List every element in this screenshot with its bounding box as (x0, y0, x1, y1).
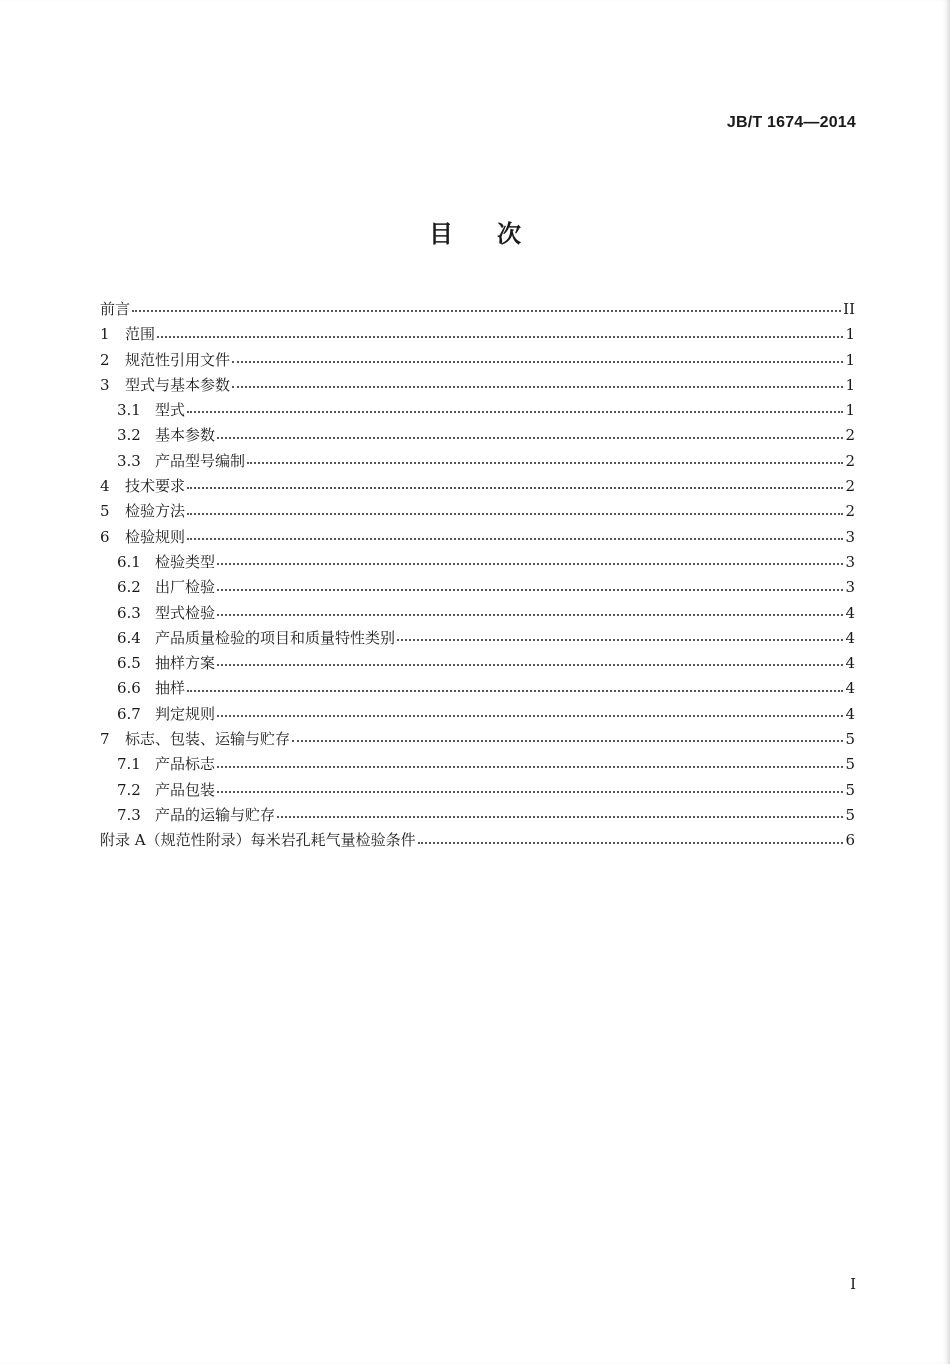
toc-dot-leader (132, 309, 841, 312)
toc-dot-leader (292, 739, 843, 742)
toc-entry-title: 产品的运输与贮存 (155, 805, 276, 824)
toc-entry-title: 前言 (100, 300, 131, 318)
toc-entry-page: 2 (845, 426, 855, 445)
toc-entry-title: 技术要求 (125, 477, 186, 496)
toc-entry-number: 3.3 (117, 451, 141, 470)
toc-dot-leader (217, 790, 843, 793)
toc-entry-number: 4 (100, 477, 110, 496)
toc-entry-number: 5 (100, 502, 110, 521)
toc-dot-leader (247, 461, 843, 464)
toc-entry-title: 规范性引用文件 (125, 350, 231, 369)
toc-dot-leader (217, 562, 843, 565)
toc-entry-number: 3 (100, 375, 110, 394)
toc-entry-title: 标志、包装、运输与贮存 (125, 730, 291, 749)
toc-entry-title: 检验规则 (125, 527, 186, 546)
toc-entry-number: 6.1 (117, 552, 141, 571)
toc-entry[interactable] (100, 398, 855, 423)
toc-entry[interactable] (100, 601, 855, 626)
toc-entry-page: 1 (845, 375, 855, 394)
toc-entry[interactable] (100, 373, 855, 398)
toc-entry-number: 7 (100, 730, 110, 749)
toc-dot-leader (187, 512, 843, 515)
toc-dot-leader (232, 360, 843, 363)
toc-entry[interactable] (100, 651, 855, 676)
toc-entry-title: 检验方法 (125, 502, 186, 521)
toc-dot-leader (217, 714, 843, 717)
toc-entry-title: 附录 A（规范性附录）每米岩孔耗气量检验条件 (100, 831, 416, 850)
toc-entry[interactable] (100, 423, 855, 448)
toc-entry-number: 7.2 (117, 780, 141, 799)
toc-entry[interactable] (100, 322, 855, 347)
toc-entry-number: 6.6 (117, 679, 141, 698)
toc-entry-title: 检验类型 (155, 552, 216, 571)
toc-entry[interactable] (100, 676, 855, 701)
toc-entry-number: 3.2 (117, 426, 141, 445)
toc-entry-page: 6 (845, 831, 855, 850)
toc-entry-page: 4 (845, 704, 855, 723)
toc-entry-number: 7.1 (117, 755, 141, 774)
toc-entry-title: 产品型号编制 (155, 451, 246, 470)
toc-entry[interactable] (100, 348, 855, 373)
toc-entry-page: 4 (845, 628, 855, 647)
toc-entry-number: 1 (100, 325, 110, 344)
toc-entry-page: 5 (845, 730, 855, 749)
toc-entry-number: 6.4 (117, 628, 141, 647)
toc-dot-leader (157, 335, 843, 338)
toc-entry-number: 6.3 (117, 603, 141, 622)
toc-entry-page: 4 (845, 679, 855, 698)
table-of-contents (100, 297, 855, 854)
page-title: 目次 (429, 220, 565, 248)
toc-entry-number: 6.2 (117, 578, 141, 597)
toc-dot-leader (187, 410, 843, 413)
toc-entry[interactable] (100, 702, 855, 727)
toc-entry-title: 产品质量检验的项目和质量特性类别 (155, 628, 396, 647)
toc-entry-number: 3.1 (117, 401, 141, 420)
toc-entry-title: 型式检验 (155, 603, 216, 622)
toc-entry-page: 5 (845, 755, 855, 774)
toc-entry-page: II (843, 300, 855, 318)
toc-dot-leader (232, 385, 843, 388)
toc-entry-title: 基本参数 (155, 426, 216, 445)
toc-entry-page: 1 (845, 401, 855, 420)
toc-entry-page: 1 (845, 350, 855, 369)
toc-entry-page: 3 (845, 552, 855, 571)
toc-entry-page: 2 (845, 477, 855, 496)
toc-entry-title: 范围 (125, 325, 156, 344)
toc-entry-page: 1 (845, 325, 855, 344)
toc-entry-page: 2 (845, 451, 855, 470)
toc-entry[interactable] (100, 752, 855, 777)
toc-entry[interactable] (100, 499, 855, 524)
toc-entry[interactable] (100, 803, 855, 828)
toc-entry-number: 7.3 (117, 805, 141, 824)
toc-entry-number: 6 (100, 527, 110, 546)
toc-entry[interactable] (100, 828, 855, 853)
toc-entry-page: 3 (845, 527, 855, 546)
toc-dot-leader (277, 815, 843, 818)
toc-dot-leader (217, 663, 843, 666)
toc-entry[interactable] (100, 297, 855, 322)
toc-dot-leader (217, 765, 843, 768)
toc-entry-number: 6.5 (117, 654, 141, 673)
toc-entry-page: 4 (845, 603, 855, 622)
toc-entry-number: 6.7 (117, 704, 141, 723)
toc-dot-leader (418, 841, 844, 844)
toc-entry-title: 抽样 (155, 679, 186, 698)
toc-entry-page: 5 (845, 780, 855, 799)
toc-entry[interactable] (100, 449, 855, 474)
page-number: I (850, 1275, 856, 1293)
toc-entry-title: 型式 (155, 401, 186, 420)
toc-entry-number: 2 (100, 350, 110, 369)
toc-dot-leader (217, 588, 843, 591)
toc-entry-page: 2 (845, 502, 855, 521)
toc-dot-leader (217, 436, 843, 439)
toc-dot-leader (217, 613, 843, 616)
standard-code: JB/T 1674—2014 (726, 114, 856, 131)
toc-entry[interactable] (100, 550, 855, 575)
toc-dot-leader (397, 638, 843, 641)
toc-entry[interactable] (100, 626, 855, 651)
toc-entry[interactable] (100, 778, 855, 803)
toc-entry[interactable] (100, 474, 855, 499)
toc-entry-page: 5 (845, 805, 855, 824)
toc-entry[interactable] (100, 727, 855, 752)
toc-entry[interactable] (100, 525, 855, 550)
toc-entry-page: 3 (845, 578, 855, 597)
toc-entry-title: 产品标志 (155, 755, 216, 774)
toc-entry-title: 判定规则 (155, 704, 216, 723)
toc-entry-title: 抽样方案 (155, 654, 216, 673)
toc-dot-leader (187, 486, 843, 489)
toc-entry-title: 产品包装 (155, 780, 216, 799)
toc-entry-title: 型式与基本参数 (125, 375, 231, 394)
toc-entry-title: 出厂检验 (155, 578, 216, 597)
toc-entry-page: 4 (845, 654, 855, 673)
toc-dot-leader (187, 537, 843, 540)
toc-dot-leader (187, 689, 843, 692)
toc-entry[interactable] (100, 575, 855, 600)
